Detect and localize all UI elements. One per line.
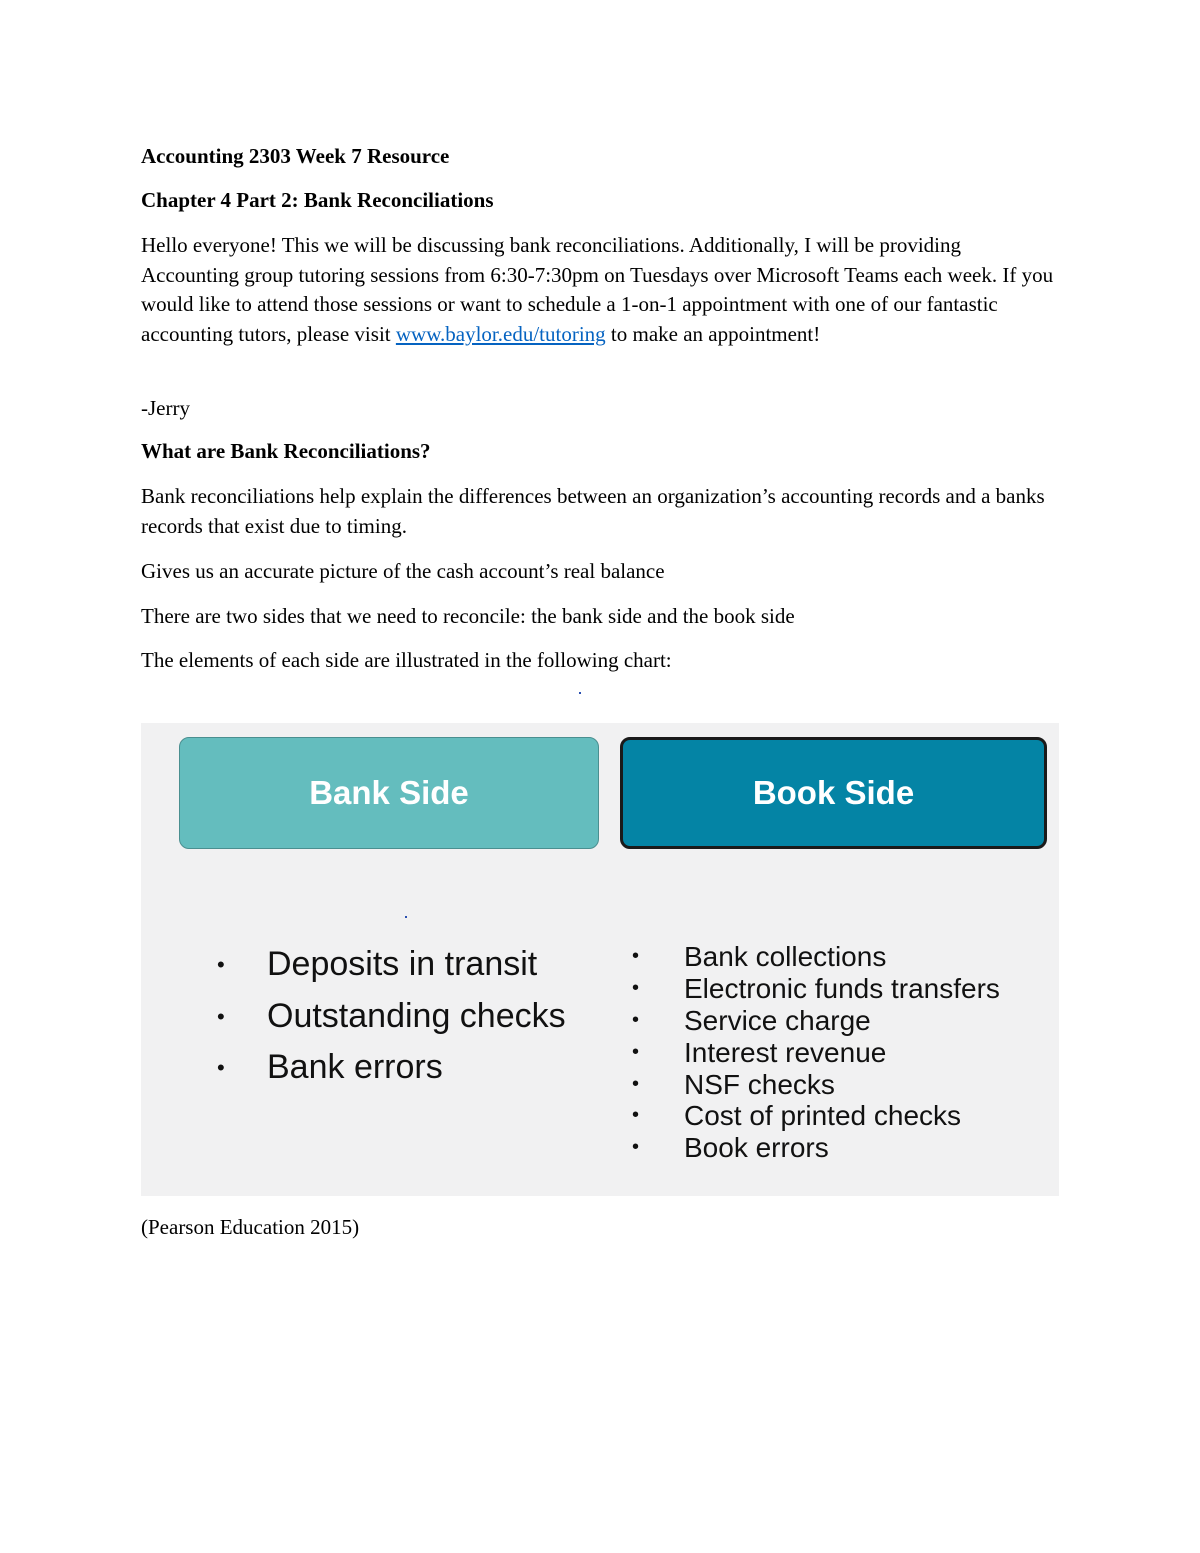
book-side-box	[620, 737, 1047, 849]
book-side-title: Book Side	[752, 774, 915, 811]
list-item-text: Service charge	[684, 1004, 871, 1036]
list-item-text: Electronic funds transfers	[684, 972, 1000, 1004]
stray-mark	[405, 916, 407, 918]
list-item-text: Outstanding checks	[267, 996, 566, 1035]
two-sides-paragraph: There are two sides that we need to reconcile: the bank side and the book side	[141, 604, 795, 628]
bank-side-box	[179, 737, 599, 849]
intro-text-start: Hello everyone! This we will be discussing bank reconciliations. Additionally, I will be providing Accounting group tutoring sessions from 6:30-7:30pm on Tuesdays over Microsoft Teams each week. If you would like to attend those sessions or want to schedule a 1-on-1 appointment with one of our fantastic accounting tutors, please visit	[141, 233, 1054, 346]
bullet-icon: •	[632, 1008, 640, 1031]
bullet-icon: •	[217, 1003, 225, 1029]
reconciliation-figure	[141, 723, 1059, 1196]
stray-mark	[579, 692, 581, 694]
bullet-icon: •	[632, 1072, 640, 1095]
bank-side-title: Bank Side	[309, 774, 469, 811]
bullet-icon: •	[632, 976, 640, 999]
section-heading: What are Bank Reconciliations?	[141, 439, 431, 463]
intro-text-end: to make an appointment!	[605, 321, 821, 346]
document-title: Accounting 2303 Week 7 Resource	[141, 144, 450, 168]
bullet-icon: •	[632, 1136, 640, 1159]
list-item-text: Book errors	[684, 1132, 829, 1164]
list-item-text: NSF checks	[684, 1068, 835, 1100]
chapter-heading: Chapter 4 Part 2: Bank Reconciliations	[141, 188, 494, 212]
bullet-icon: •	[217, 1055, 225, 1080]
list-item-text: Deposits in transit	[267, 945, 538, 983]
bullet-icon: •	[632, 1104, 640, 1127]
list-item-text: Interest revenue	[684, 1036, 887, 1068]
list-item-text: Bank collections	[684, 941, 887, 972]
bullet-icon: •	[632, 945, 640, 967]
chart-intro-paragraph: The elements of each side are illustrated in the following chart:	[141, 648, 672, 672]
bullet-icon: •	[632, 1040, 640, 1063]
tutoring-link[interactable]: www.baylor.edu/tutoring	[395, 321, 606, 346]
accurate-picture-paragraph: Gives us an accurate picture of the cash account’s real balance	[141, 559, 665, 583]
bullet-icon: •	[217, 952, 225, 977]
signature: -Jerry	[141, 396, 190, 420]
intro-paragraph	[141, 231, 1061, 349]
list-item-text: Cost of printed checks	[684, 1100, 962, 1132]
list-item-text: Bank errors	[267, 1048, 443, 1086]
definition-paragraph: Bank reconciliations help explain the differences between an organization’s accounting records and a banks records that exist due to timing.	[141, 484, 1045, 538]
citation: (Pearson Education 2015)	[141, 1215, 360, 1239]
